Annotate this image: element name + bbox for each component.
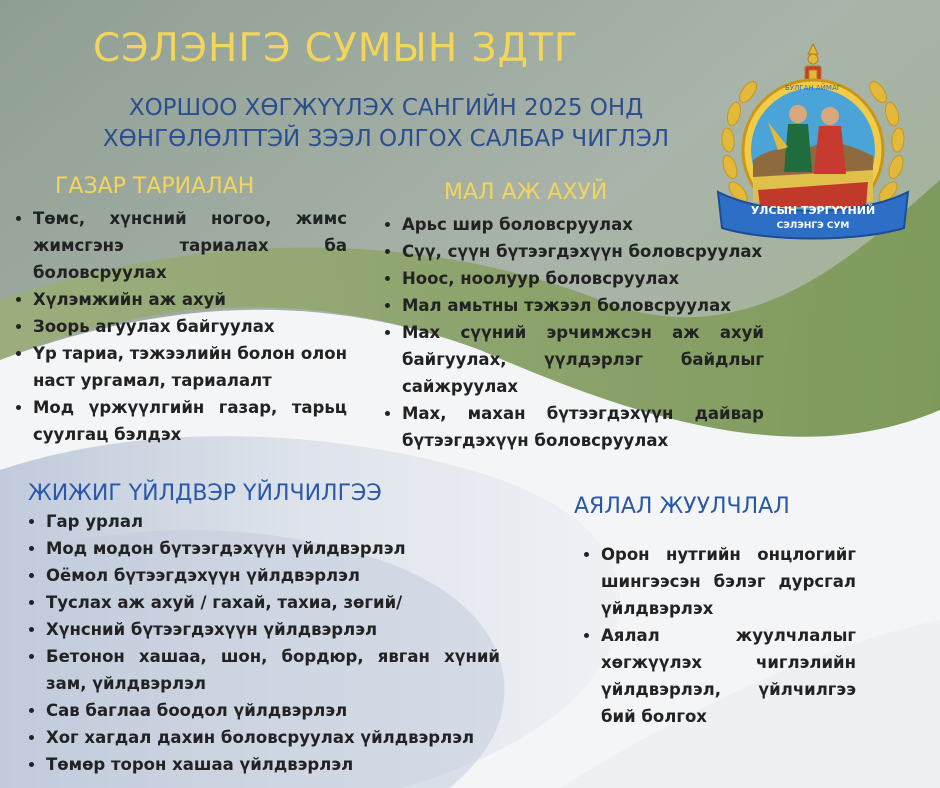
- emblem-ribbon-line-2: СЭЛЭНГЭ СУМ: [776, 221, 850, 231]
- list-item: • Мах, махан бүтээгдэхүүн дайвар бүтээгдэхүүн боловсруулах: [402, 400, 764, 454]
- small-industry-heading: ЖИЖИГ ҮЙЛДВЭР ҮЙЛЧИЛГЭЭ: [28, 481, 382, 506]
- list-item: • Төмс, хүнсний ногоо, жимс жимсгэнэ тариалах ба боловсруулах: [33, 205, 347, 286]
- tourism-heading: АЯЛАЛ ЖУУЛЧЛАЛ: [574, 494, 790, 519]
- list-item: • Хүнсний бүтээгдэхүүн үйлдвэрлэл: [46, 616, 500, 643]
- emblem-top-text: БУЛГАН АЙМАГ: [785, 84, 841, 92]
- list-item: • Сүү, сүүн бүтээгдэхүүн боловсруулах: [402, 238, 764, 265]
- list-item: • Хүлэмжийн аж ахуй: [33, 286, 347, 313]
- livestock-heading: МАЛ АЖ АХУЙ: [444, 180, 608, 205]
- farming-heading: ГАЗАР ТАРИАЛАН: [55, 174, 255, 199]
- farming-list: [9, 205, 347, 448]
- list-item: • Туслах аж ахуй / гахай, тахиа, зөгий/: [46, 589, 500, 616]
- list-item: • Оёмол бүтээгдэхүүн үйлдвэрлэл: [46, 562, 500, 589]
- list-item: • Арьс шир боловсруулах: [402, 211, 764, 238]
- emblem-ribbon-line-1: УЛСЫН ТЭРГҮҮНИЙ: [750, 204, 876, 217]
- page-title: СЭЛЭНГЭ СУМЫН ЗДТГ: [93, 26, 579, 71]
- list-item: • Аялал жуулчлалыг хөгжүүлэх чиглэлийн үйлдвэрлэл, үйлчилгээ бий болгох: [601, 622, 856, 730]
- list-item: • Мал амьтны тэжээл боловсруулах: [402, 292, 764, 319]
- livestock-list: [378, 211, 764, 454]
- list-item: • Төмөр торон хашаа үйлдвэрлэл: [46, 751, 500, 778]
- list-item: • Ноос, ноолуур боловсруулах: [402, 265, 764, 292]
- subtitle-line-1: ХОРШОО ХӨГЖҮҮЛЭХ САНГИЙН 2025 ОНД: [128, 95, 644, 121]
- page-subtitle: [96, 93, 676, 155]
- list-item: • Хог хагдал дахин боловсруулах үйлдвэрлэл: [46, 724, 500, 751]
- list-item: • Мод үржүүлгийн газар, тарьц суулгац бэлдэх: [33, 394, 347, 448]
- list-item: • Орон нутгийн онцлогийг шингээсэн бэлэг дурсгал үйлдвэрлэх: [601, 541, 856, 622]
- list-item: • Бетонон хашаа, шон, бордюр, явган хүний зам, үйлдвэрлэл: [46, 643, 500, 697]
- list-item: • Гар урлал: [46, 508, 500, 535]
- list-item: • Мод модон бүтээгдэхүүн үйлдвэрлэл: [46, 535, 500, 562]
- subtitle-line-2: ХӨНГӨЛӨЛТТЭЙ ЗЭЭЛ ОЛГОХ САЛБАР ЧИГЛЭЛ: [102, 126, 670, 152]
- list-item: • Мах сүүний эрчимжсэн аж ахуй байгуулах, үүлдэрлэг байдлыг сайжруулах: [402, 319, 764, 400]
- list-item: • Сав баглаа боодол үйлдвэрлэл: [46, 697, 500, 724]
- tourism-list: [577, 541, 856, 730]
- list-item: • Зоорь агуулах байгуулах: [33, 313, 347, 340]
- list-item: • Үр тариа, тэжээлийн болон олон наст ургамал, тариалалт: [33, 340, 347, 394]
- small-industry-list: [22, 508, 500, 778]
